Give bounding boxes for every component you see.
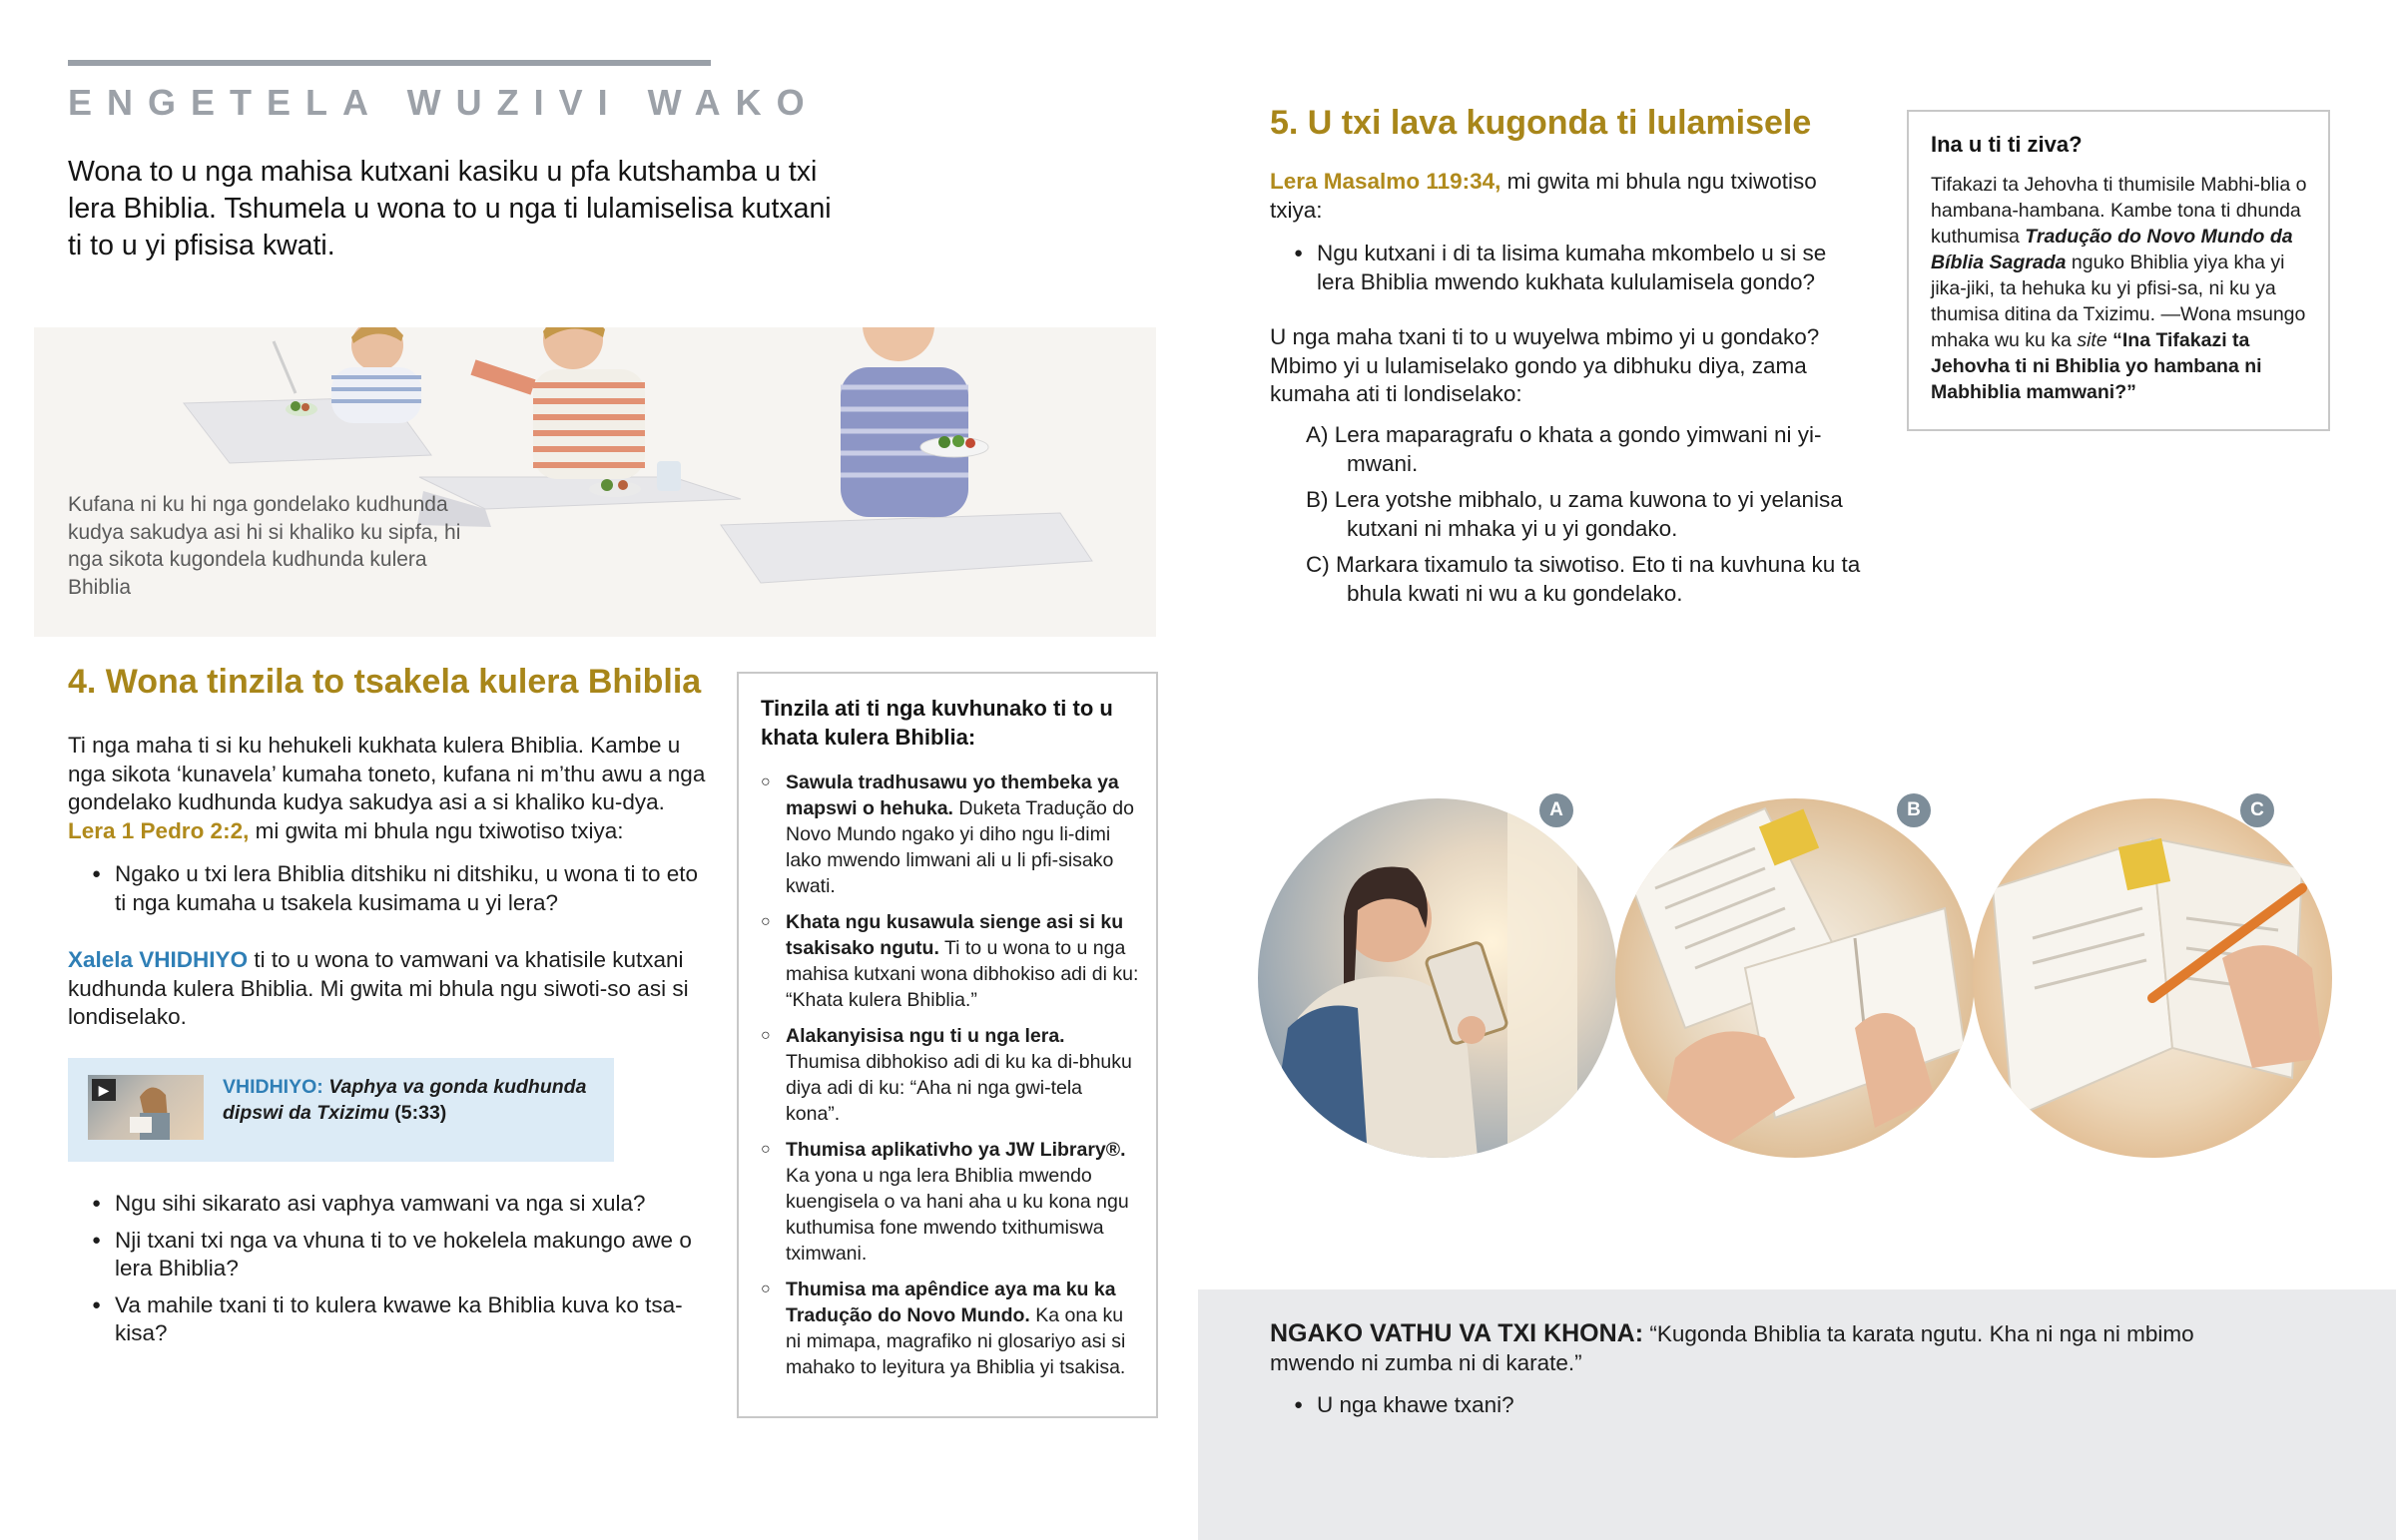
section-4-questions xyxy=(68,860,707,925)
tip-item xyxy=(761,770,1140,899)
tip-item xyxy=(761,1277,1140,1380)
list-item: ● U nga khawe txani? xyxy=(1270,1391,1869,1420)
illustration-a-badge: A xyxy=(1539,793,1573,827)
section-label: ENGETELA WUZIVI WAKO xyxy=(68,82,820,123)
illustration-c-marking-book xyxy=(1973,798,2332,1158)
video-instruction xyxy=(68,946,707,1032)
girl-reading-phone-illustration xyxy=(1258,798,1617,1158)
list-item: ● Va mahile txani ti to kulera kwawe ka Bhiblia kuva ko tsa-kisa? xyxy=(68,1291,707,1348)
video-link[interactable]: Xalela VHIDHIYO xyxy=(68,947,249,972)
quote-text xyxy=(1270,1319,2248,1377)
quote-panel xyxy=(1198,1289,2396,1540)
illustration-a-girl-reading xyxy=(1258,798,1617,1158)
hero-caption: Kufana ni ku hi nga gondelako kudhunda kudya sakudya asi hi si khaliko ku sipfa, hi nga sikota kugondela kudhunda kulera Bhiblia xyxy=(68,493,461,599)
video-title[interactable] xyxy=(223,1074,592,1126)
tip-text: Ka ona ku ni mimapa, magrafiko ni glosariyo asi si mahako to leyitura ya Bhiblia yi tsakisa. xyxy=(786,1304,1126,1378)
option-b: B) Lera yotshe mibhalo, u zama kuwona to yi yelanisa kutxani ni mhaka yi u yi gondako. xyxy=(1306,487,1843,541)
site-word: site xyxy=(2077,329,2107,351)
scripture-link-1-pedro[interactable]: Lera 1 Pedro 2:2, xyxy=(68,817,250,843)
section-4-paragraph-question: mi gwita mi bhula ngu txiwotiso txiya: xyxy=(255,817,624,843)
section-5-questions xyxy=(1270,240,1859,304)
scripture-link-masalmo[interactable]: Lera Masalmo 119:34, xyxy=(1270,169,1501,194)
hero-illustration xyxy=(34,327,1156,637)
video-title-text: Vaphya va gonda kudhunda dipswi da Txizimu xyxy=(223,1076,587,1124)
article-link[interactable]: “Ina Tifakazi ta Jehovha ti ni Bhiblia yo hambana ni Mabhiblia mamwani?” xyxy=(1931,329,2262,403)
section-5-paragraph-2: U nga maha txani ti to u wuyelwa mbimo yi u gondako? Mbimo yi u lulamiselako gondo ya dibhuku diya, zama kumaha ati ti londiselako: xyxy=(1270,324,1820,406)
section-4-title: 4. Wona tinzila to tsakela kulera Bhiblia xyxy=(68,663,702,701)
video-duration: (5:33) xyxy=(394,1102,447,1124)
bible-translation-title: Tradução do Novo Mundo da Bíblia Sagrada xyxy=(1931,226,2293,273)
video-label: VHIDHIYO: xyxy=(223,1076,323,1098)
tip-heading: Thumisa ma apêndice aya ma ku ka Tradução do Novo Mundo. xyxy=(786,1279,1116,1326)
tip-heading: Sawula tradhusawu yo thembeka ya mapswi o hehuka. xyxy=(786,771,1119,819)
list-item: ● Ngako u txi lera Bhiblia ditshiku ni ditshiku, u wona ti to eto ti nga kumaha u tsakela kusimama u yi lera? xyxy=(68,860,707,917)
illustration-c-badge: C xyxy=(2240,793,2274,827)
did-you-know-title: Ina u ti ti ziva? xyxy=(1931,132,2083,157)
tip-item xyxy=(761,1023,1140,1127)
did-you-know-text-2: nguko Bhiblia yiya kha yi jika-jiki, ta hehuka ku yi pfisi-sa, ni ku ya thumisa ditina da Txizimu. —Wona msungo mhaka wu ku ka xyxy=(1931,252,2306,351)
section-5-paragraph-question: mi gwita mi bhula ngu txiwotiso txiya: xyxy=(1270,169,1817,223)
illustration-b-badge: B xyxy=(1897,793,1931,827)
list-item: ● Ngu kutxani i di ta lisima kumaha mkombelo u si se lera Bhiblia mwendo kukhata kululamisela gondo? xyxy=(1270,240,1859,296)
play-icon[interactable]: ▶ xyxy=(92,1079,116,1101)
tip-text: Duketa Tradução do Novo Mundo ngako yi diho ngu li-dimi lako mwendo limwani ali u li pfi-sisako kwati. xyxy=(786,797,1135,897)
video-card[interactable] xyxy=(68,1058,614,1162)
section-5-title: 5. U txi lava kugonda ti lulamisele xyxy=(1270,104,1812,142)
quote-lead: NGAKO VATHU VA TXI KHONA: xyxy=(1270,1319,1644,1347)
tip-text: Thumisa dibhokiso adi di ku ka di-bhuku diya adi di ku: “Aha ni nga gwi-tela kona”. xyxy=(786,1051,1132,1125)
did-you-know-text-1: Tifakazi ta Jehovha ti thumisile Mabhi-blia o hambana-hambana. Kambe tona ti dhunda kuthumisa xyxy=(1931,174,2307,248)
top-rule xyxy=(68,60,711,66)
section-4-paragraph-text: Ti nga maha ti si ku hehukeli kukhata kulera Bhiblia. Kambe u nga sikota ‘kunavela’ kumaha toneto, kufana ni m’thu awu a nga gondelako kudhunda kudya sakudya asi a si khaliko ku-dya. xyxy=(68,733,706,814)
section-5-options xyxy=(1270,421,1889,616)
open-books-illustration xyxy=(1615,798,1975,1158)
list-item: ● Nji txani txi nga va vhuna ti to ve hokelela makungo awe o lera Bhiblia? xyxy=(68,1227,707,1283)
tips-list xyxy=(761,770,1140,1390)
section-5-paragraph xyxy=(1270,168,1859,225)
tip-heading: Alakanyisisa ngu ti u nga lera. xyxy=(786,1025,1065,1047)
video-questions xyxy=(68,1190,707,1356)
quote-body: “Kugonda Bhiblia ta karata ngutu. Kha ni nga ni mbimo mwendo ni zumba ni di karate.” xyxy=(1270,1321,2194,1375)
list-item: ● Ngu sihi sikarato asi vaphya vamwani va nga si xula? xyxy=(68,1190,707,1219)
tip-text: Ti to u wona to u nga mahisa kutxani wona dibhokiso adi di ku: “Khata kulera Bhiblia.” xyxy=(786,937,1139,1011)
did-you-know-box xyxy=(1907,110,2330,431)
video-thumbnail[interactable] xyxy=(88,1075,204,1140)
intro-text: Wona to u nga mahisa kutxani kasiku u pfa kutshamba u txi lera Bhiblia. Tshumela u wona to u nga ti lulamiselisa kutxani ti to u yi pfisisa kwati. xyxy=(68,156,832,261)
tip-item xyxy=(761,909,1140,1013)
option-c: C) Markara tixamulo ta siwotiso. Eto ti na kuvhuna ku ta bhula kwati ni wu a ku gondelako. xyxy=(1306,552,1861,606)
tip-text: Ka yona u nga lera Bhiblia mwendo kuengisela o va hani aha u ku kona ngu kuthumisa fone mwendo txithumiswa tximwani. xyxy=(786,1165,1129,1265)
tip-heading: Khata ngu kusawula sienge asi si ku tsakisako ngutu. xyxy=(786,911,1124,959)
option-a: A) Lera maparagrafu o khata a gondo yimwani ni yi-mwani. xyxy=(1306,422,1822,476)
tip-item xyxy=(761,1137,1140,1267)
video-instruction-text: ti to u wona to vamwani va khatisile kutxani kudhunda kulera Bhiblia. Mi gwita mi bhula ngu siwoti-so asi si londiselako. xyxy=(68,947,689,1029)
illustration-b-hands-book xyxy=(1615,798,1975,1158)
tips-title: Tinzila ati ti nga kuvhunako ti to u khata kulera Bhiblia: xyxy=(761,696,1113,750)
tips-box xyxy=(737,672,1158,1418)
quote-questions xyxy=(1270,1391,1869,1428)
tip-heading: Thumisa aplikativho ya JW Library®. xyxy=(786,1139,1126,1161)
marking-answers-illustration xyxy=(1973,798,2332,1158)
did-you-know-text xyxy=(1931,172,2310,405)
section-4-paragraph xyxy=(68,732,707,845)
